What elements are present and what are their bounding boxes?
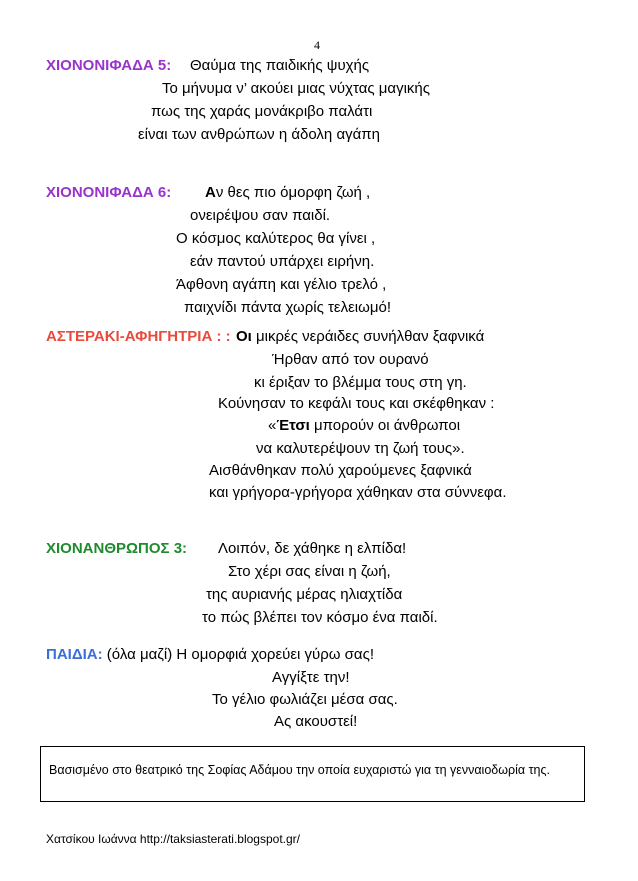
verse-line: «Έτσι μπορούν οι άνθρωποι: [268, 417, 461, 434]
acknowledgement-box: [40, 746, 585, 802]
verse-line: παιχνίδι πάντα χωρίς τελειωμό!: [184, 299, 391, 316]
verse-line: της αυριανής μέρας ηλιαχτίδα: [206, 586, 403, 603]
acknowledgement-text: Βασισμένο στο θεατρικό της Σοφίας Αδάμου την οποία ευχαριστώ για τη γενναιοδωρία της.: [49, 763, 550, 777]
verse-line: ΠΑΙΔΙΑ: (όλα μαζί) Η ομορφιά χορεύει γύρω σας!: [46, 646, 374, 663]
initial-letter: Α: [205, 184, 216, 201]
emphasis-word: Έτσι: [276, 417, 310, 434]
verse-line: και γρήγορα-γρήγορα χάθηκαν στα σύννεφα.: [209, 484, 507, 501]
verse-line: κι έριξαν το βλέμμα τους στη γη.: [254, 374, 467, 391]
verse-line: το πώς βλέπει τον κόσμο ένα παιδί.: [202, 609, 438, 626]
verse-line: εάν παντού υπάρχει ειρήνη.: [190, 253, 375, 270]
verse-line: Στο χέρι σας είναι η ζωή,: [228, 563, 391, 580]
verse-line: Αγγίξτε την!: [272, 669, 350, 686]
speaker-label: ΧΙΟΝΟΝΙΦΑΔΑ 6:: [46, 184, 172, 201]
speaker-label: ΑΣΤΕΡΑΚΙ-ΑΦΗΓΗΤΡΙΑ : :: [46, 328, 231, 345]
speaker-label: ΧΙΟΝΟΝΙΦΑΔΑ 5:: [46, 57, 172, 74]
verse-line: Θαύμα της παιδικής ψυχής: [190, 57, 370, 74]
verse-line: να καλυτερέψουν τη ζωή τους».: [256, 440, 465, 457]
verse-line: Αισθάνθηκαν πολύ χαρούμενες ξαφνικά: [209, 462, 472, 479]
verse-line: ονειρέψου σαν παιδί.: [190, 207, 331, 224]
page-number: 4: [314, 38, 320, 52]
speaker-label: ΧΙΟΝΑΝΘΡΩΠΟΣ 3:: [46, 540, 188, 557]
verse-line: Το μήνυμα ν’ ακούει μιας νύχτας μαγικής: [162, 80, 430, 97]
speaker-label: ΠΑΙΔΙΑ:: [46, 646, 103, 663]
footer-author-url: Χατσίκου Ιωάννα http://taksiasterati.blogspot.gr/: [46, 832, 301, 846]
verse-line: Ας ακουστεί!: [274, 713, 358, 730]
verse-line: Ήρθαν από τον ουρανό: [272, 351, 429, 368]
verse-line: είναι των ανθρώπων η άδολη αγάπη: [138, 126, 380, 143]
verse-line: Άφθονη αγάπη και γέλιο τρελό ,: [176, 276, 387, 293]
verse-line: πως της χαράς μονάκριβο παλάτι: [151, 103, 373, 120]
verse-line: Οι μικρές νεράιδες συνήλθαν ξαφνικά: [236, 328, 485, 345]
verse-line: Κούνησαν το κεφάλι τους και σκέφθηκαν :: [218, 395, 495, 412]
initial-word: Οι: [236, 328, 252, 345]
verse-line: Το γέλιο φωλιάζει μέσα σας.: [212, 691, 398, 708]
verse-line: Αν θες πιο όμορφη ζωή ,: [205, 184, 371, 201]
verse-line: Λοιπόν, δε χάθηκε η ελπίδα!: [218, 540, 407, 557]
verse-line: Ο κόσμος καλύτερος θα γίνει ,: [176, 230, 376, 247]
